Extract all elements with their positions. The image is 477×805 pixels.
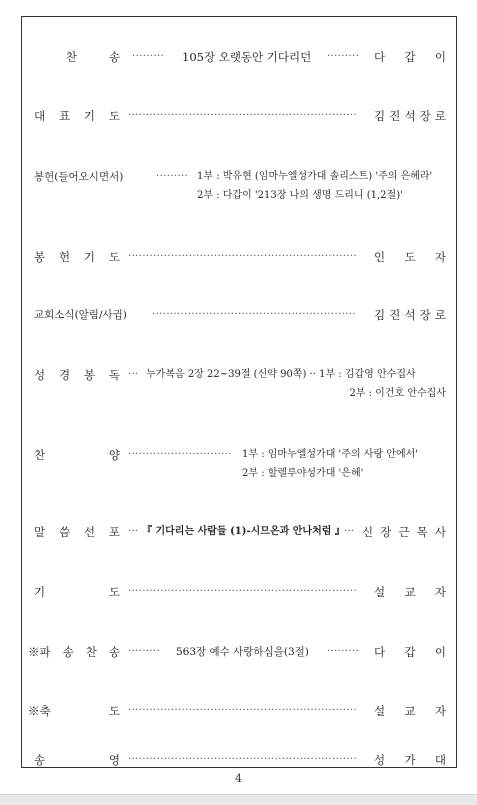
dot-leader: ································································ <box>128 110 358 121</box>
dot-leader: ····························· <box>128 449 232 460</box>
row-middle: 『 기다리는 사람들 (1)-시므온과 안나처럼 』 <box>142 526 345 537</box>
bulletin-frame <box>21 16 457 768</box>
row-label: 성 경 봉 독 <box>34 368 120 382</box>
row-right: 다 갑 이 <box>374 645 446 659</box>
dot-leader: ··· <box>344 526 355 537</box>
row-sub: 2부 : 다갑이 '213장 나의 생명 드리니 (1,2절)' <box>197 190 403 201</box>
row-label: 교회소식(알림/사귐) <box>34 309 127 321</box>
dot-leader: ································································ <box>128 754 358 765</box>
row-sub: 2부 : 할렐루야성가대 '은혜' <box>242 468 364 479</box>
row-sub: 2부 : 이건호 안수집사 <box>349 388 446 399</box>
row-middle: 누가복음 2장 22~39절 (신약 90쪽) ·· 1부 : 김갑영 안수집사 <box>146 369 416 380</box>
row-middle: 1부 : 임마누엘성가대 '주의 사랑 안에서' <box>242 449 419 460</box>
dot-leader: ································································ <box>128 586 358 597</box>
dot-leader: ························································· <box>152 309 356 320</box>
row-label: 송 영 <box>34 753 120 767</box>
row-right: 김 진 석 장 로 <box>374 109 446 123</box>
page-bottom-strip <box>0 794 477 805</box>
row-right: 성 가 대 <box>374 753 446 767</box>
row-label: 찬 양 <box>34 448 120 462</box>
row-right: 설 교 자 <box>374 585 446 599</box>
dot-leader: ········· <box>128 646 161 657</box>
row-label: 말 씀 선 포 <box>34 525 120 539</box>
dot-leader: ··· <box>128 369 139 380</box>
page-number: 4 <box>235 772 242 785</box>
row-right: 김 진 석 장 로 <box>374 308 446 322</box>
row-label: ※축 도 <box>28 704 120 718</box>
dot-leader: ································································ <box>128 251 358 262</box>
row-middle: 105장 오랫동안 기다리던 <box>182 50 312 64</box>
row-label: ※파 송 찬 송 <box>28 645 120 659</box>
dot-leader: ········· <box>132 51 165 62</box>
dot-leader: ········· <box>327 646 360 657</box>
dot-leader: ··· <box>128 526 139 537</box>
row-right: 다 갑 이 <box>374 50 446 64</box>
row-right: 설 교 자 <box>374 704 446 718</box>
row-middle: 1부 : 박유현 (임마누엘성가대 솔리스트) '주의 은혜라' <box>197 171 433 182</box>
row-label: 봉헌(들어오시면서) <box>34 171 124 183</box>
row-middle: 563장 예수 사랑하심을(3절) <box>176 646 309 658</box>
row-right: 인 도 자 <box>374 250 446 264</box>
row-label: 대 표 기 도 <box>34 109 120 123</box>
row-label: 봉 헌 기 도 <box>34 250 120 264</box>
dot-leader: ········· <box>327 51 360 62</box>
row-label: 기 도 <box>34 585 120 599</box>
dot-leader: ································································ <box>128 705 358 716</box>
row-right: 신 장 근 목 사 <box>362 525 446 539</box>
dot-leader: ········· <box>156 171 189 182</box>
row-label: 찬 송 <box>65 50 120 64</box>
